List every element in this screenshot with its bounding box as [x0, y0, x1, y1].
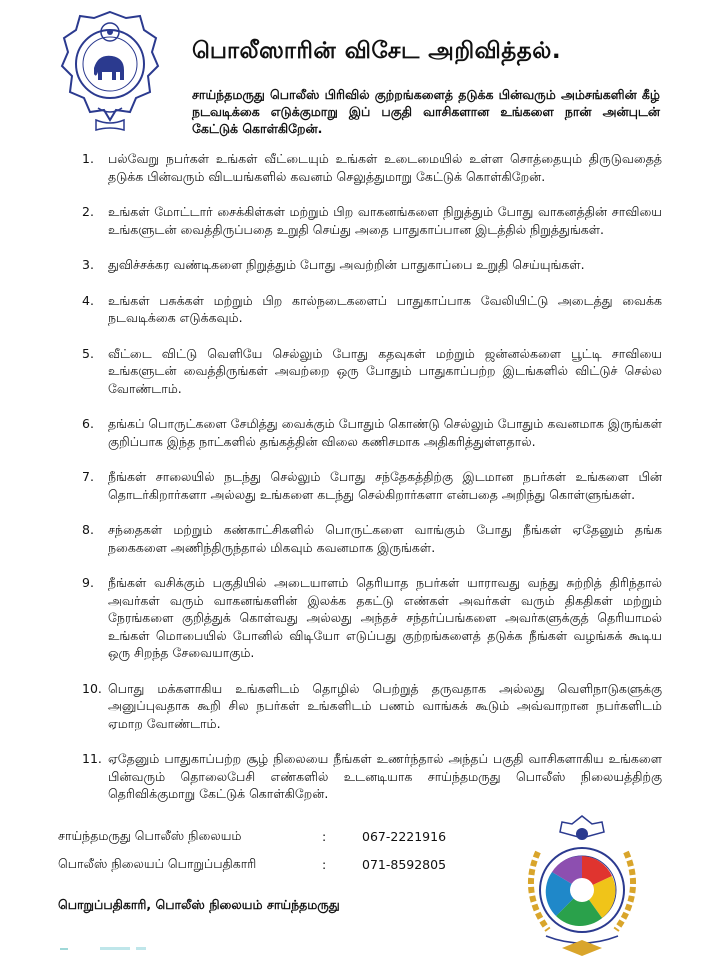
item-text: பல்வேறு நபர்கள் உங்கள் வீட்டையும் உங்கள் உடைமையில் உள்ள சொத்தையும் திருடுவதைத் தடுக்க பின்வரும் விடயங்களில் கவனம் செலுத்துமாறு கேட்டுக் கொள்கிறேன். — [108, 151, 662, 184]
item-text: உங்கள் பசுக்கள் மற்றும் பிற கால்நடைகளைப் பாதுகாப்பாக வேலியிட்டு அடைத்து வைக்க நடவடிக்கை எடுக்கவும். — [108, 292, 662, 325]
list-item — [66, 574, 662, 662]
item-number: 4. — [82, 292, 94, 308]
contact-phone: 071-8592805 — [362, 856, 447, 872]
list-item — [66, 468, 662, 503]
item-text: உங்கள் மோட்டார் சைக்கிள்கள் மற்றும் பிற வாகனங்களை நிறுத்தும் போது வாகனத்தின் சாவியை உங்களுடன் வைத்திருப்பதை உறுதி செய்து அதை பாதுகாப்பான இடத்தில் நிறுத்துங்கள். — [108, 204, 662, 237]
item-number: 10. — [82, 680, 102, 696]
item-text: துவிச்சக்கர வண்டிகளை நிறுத்தும் போது அவற்றின் பாதுகாப்பை உறுதி செய்யுங்கள். — [108, 257, 585, 272]
item-number: 6. — [82, 416, 94, 431]
list-item — [66, 256, 662, 274]
community-police-emblem-icon — [512, 812, 652, 962]
item-number: 5. — [82, 345, 94, 361]
item-number: 2. — [82, 204, 94, 219]
item-number: 7. — [82, 469, 94, 484]
list-item — [66, 292, 662, 327]
item-text: தங்கப் பொருட்களை சேமித்து வைக்கும் போதும் கொண்டு செல்லும் போதும் கவனமாக இருங்கள் குறிப்பாக இந்த நாட்களில் தங்கத்தின் விலை கணிசமாக அதிகரித்துள்ளதால். — [108, 416, 662, 449]
community-police-emblem — [512, 812, 652, 962]
contact-separator: : — [322, 856, 327, 872]
list-item — [66, 750, 662, 803]
contact-row — [58, 822, 482, 850]
advice-list — [66, 150, 662, 821]
list-item — [66, 150, 662, 185]
contact-list — [58, 822, 482, 878]
item-number: 9. — [82, 575, 94, 590]
item-text: ஏதேனும் பாதுகாப்பற்ற சூழ் நிலையை நீங்கள் உணர்ந்தால் அந்தப் பகுதி வாசிகளாகிய உங்களை பின்வரும் தொலைபேசி எண்களில் உடனடியாக சாய்ந்தமருது பொலீஸ் நிலையத்திற்கு தெரிவிக்குமாறு கேட்டுக் கொள்கிறேன். — [108, 751, 662, 801]
police-emblem-left — [58, 8, 162, 134]
item-number: 11. — [82, 751, 102, 766]
list-item — [66, 415, 662, 450]
item-text: நீங்கள் சாலையில் நடந்து செல்லும் போது சந்தேகத்திற்கு இடமான நபர்கள் உங்களை பின் தொடர்கிறார்களா அல்லது உங்களை கடந்து செல்கிறார்களா என்பதை அறிந்து கொள்ளுங்கள். — [108, 469, 662, 502]
list-item — [66, 203, 662, 238]
contact-name: சாய்ந்தமருது பொலீஸ் நிலையம் — [58, 827, 242, 843]
scan-artifact — [60, 938, 180, 946]
notice-title: பொலீஸாரின் விசேட அறிவித்தல். — [192, 38, 562, 64]
contact-name: பொலீஸ் நிலையப் பொறுப்பதிகாரி — [58, 855, 257, 871]
notice-intro: சாய்ந்தமருது பொலீஸ் பிரிவில் குற்றங்களைத் தடுக்க பின்வரும் அம்சங்களின் கீழ் நடவடிக்கை எடுக்குமாறு இப் பகுதி வாசிகளான உங்களை நான் அன்புடன் கேட்டுக் கொள்கிறேன். — [192, 87, 660, 136]
item-number: 1. — [82, 151, 94, 166]
police-emblem-icon — [58, 8, 162, 134]
item-number: 3. — [82, 257, 94, 272]
contact-phone: 067-2221916 — [362, 828, 447, 844]
list-item — [66, 680, 662, 733]
contact-separator: : — [322, 828, 327, 844]
contact-row — [58, 850, 482, 878]
item-text: வீட்டை விட்டு வெளியே செல்லும் போது கதவுகள் மற்றும் ஜன்னல்களை பூட்டி சாவியை உங்களுடன் வைத்திருங்கள் அவற்றை ஒரு போதும் பாதுகாப்பற்ற இடங்களில் விட்டுச் செல்ல வோண்டாம். — [108, 345, 662, 396]
signature-line: பொறுப்பதிகாரி, பொலீஸ் நிலையம் சாய்ந்தமருது — [58, 897, 340, 912]
item-number: 8. — [82, 522, 94, 537]
item-text: சந்தைகள் மற்றும் கண்காட்சிகளில் பொருட்களை வாங்கும் போது நீங்கள் ஏதேனும் தங்க நகைகளை அணிந்திருந்தால் மிகவும் கவனமாக இருங்கள். — [108, 522, 662, 555]
item-text: நீங்கள் வசிக்கும் பகுதியில் அடையாளம் தெரியாத நபர்கள் யாராவது வந்து சுற்றித் திரிந்தால் அவர்கள் வரும் வாகனங்களின் இலக்க தகட்டு எண்கள் அவர்கள் வரும் திகதிகள் மற்றும் நேரங்களை குறித்துக் கொள்வது அல்லது அந்தச் சந்தர்ப்பங்களை அவர்களுக்குத் தெரியாமல் உங்கள் மொபையில் போனில் விடியோ எடுப்பது குற்றங்களைத் தடுக்க நீங்கள் வழங்கக் கூடிய ஒரு சிறந்த சேவையாகும். — [108, 575, 662, 660]
item-text: பொது மக்களாகிய உங்களிடம் தொழில் பெற்றுத் தருவதாக அல்லது வெளிநாடுகளுக்கு அனுப்புவதாக கூறி சில நபர்கள் உங்களிடம் பணம் வாங்கக் கூடும் அவ்வாறான நபர்களிடம் ஏமாற வோண்டாம். — [108, 680, 662, 731]
list-item — [66, 345, 662, 398]
list-item — [66, 521, 662, 556]
